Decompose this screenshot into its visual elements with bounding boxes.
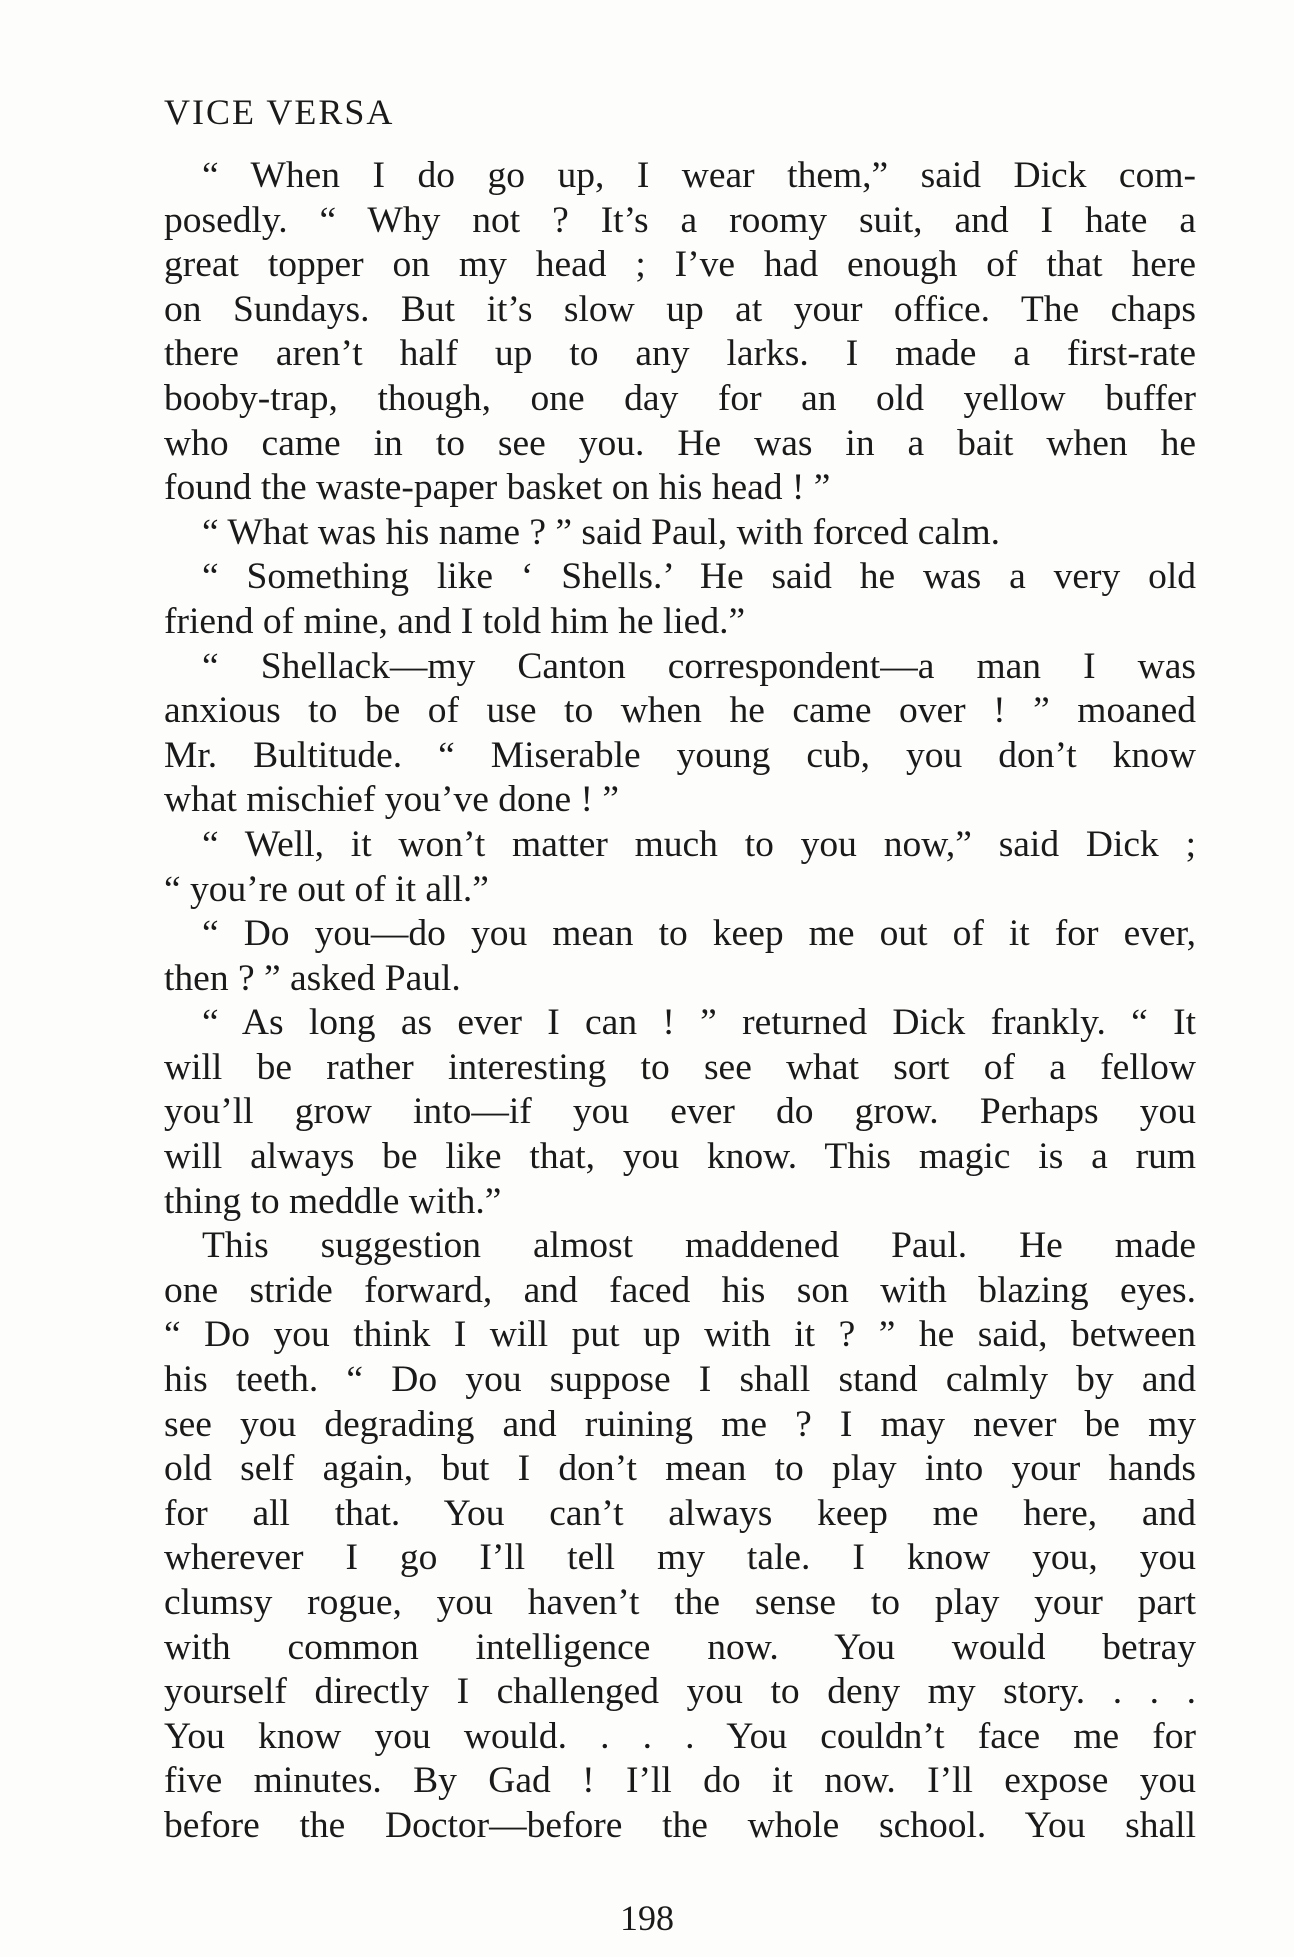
text-line: thing to meddle with.” (164, 1180, 502, 1222)
text-line: see you degrading and ruining me ? I may never be my (164, 1403, 1196, 1445)
text-line: anxious to be of use to when he came over ! ” moaned (164, 690, 1196, 732)
text-line: booby-trap, though, one day for an old yellow buffer (164, 377, 1196, 419)
text-line: his teeth. “ Do you suppose I shall stand calmly by and (164, 1359, 1196, 1401)
text-line: five minutes. By Gad ! I’ll do it now. I’ll expose you (164, 1760, 1196, 1802)
text-line: you’ll grow into—if you ever do grow. Perhaps you (164, 1091, 1196, 1133)
text-line: will be rather interesting to see what sort of a fellow (164, 1046, 1196, 1088)
text-line: “ Do you think I will put up with it ? ” he said, between (164, 1314, 1196, 1356)
text-line: great topper on my head ; I’ve had enough of that here (164, 244, 1196, 286)
text-line: posedly. “ Why not ? It’s a roomy suit, and I hate a (164, 199, 1196, 241)
text-line: “ Well, it won’t matter much to you now,” said Dick ; (202, 823, 1196, 865)
text-line: “ you’re out of it all.” (164, 868, 489, 910)
text-line: “ Something like ‘ Shells.’ He said he was a very old (202, 556, 1196, 598)
text-line: one stride forward, and faced his son with blazing eyes. (164, 1269, 1196, 1311)
text-line: “ Do you—do you mean to keep me out of it for ever, (202, 913, 1196, 955)
text-line: friend of mine, and I told him he lied.” (164, 600, 746, 642)
text-line: You know you would. . . . You couldn’t face me for (164, 1715, 1196, 1757)
text-line: what mischief you’ve done ! ” (164, 779, 620, 821)
text-line: before the Doctor—before the whole school. You shall (164, 1804, 1196, 1846)
text-line: will always be like that, you know. This magic is a rum (164, 1136, 1196, 1178)
text-line: clumsy rogue, you haven’t the sense to play your part (164, 1582, 1196, 1623)
text-line: with common intelligence now. You would betray (164, 1626, 1196, 1668)
text-line: found the waste-paper basket on his head ! ” (164, 467, 831, 509)
text-line: for all that. You can’t always keep me here, and (164, 1492, 1196, 1534)
text-line: then ? ” asked Paul. (164, 957, 461, 999)
text-line: “ Shellack—my Canton correspondent—a man I was (202, 645, 1196, 687)
text-line: Mr. Bultitude. “ Miserable young cub, you don’t know (164, 734, 1196, 776)
text-line: who came in to see you. He was in a bait when he (164, 422, 1196, 464)
text-line: “ What was his name ? ” said Paul, with forced calm. (202, 511, 1001, 553)
text-line: there aren’t half up to any larks. I made a first-rate (164, 333, 1196, 375)
text-line: This suggestion almost maddened Paul. He made (202, 1225, 1196, 1267)
text-line: yourself directly I challenged you to deny my story. . . . (164, 1671, 1196, 1713)
running-head: VICE VERSA (164, 92, 395, 132)
page-number: 198 (620, 1898, 674, 1938)
body-text (164, 154, 1196, 1849)
text-line: old self again, but I don’t mean to play into your hands (164, 1448, 1196, 1490)
text-line: on Sundays. But it’s slow up at your office. The chaps (164, 288, 1196, 330)
text-line: “ As long as ever I can ! ” returned Dick frankly. “ It (202, 1002, 1196, 1044)
text-line: “ When I do go up, I wear them,” said Dick com- (202, 155, 1196, 196)
text-line: wherever I go I’ll tell my tale. I know you, you (164, 1537, 1196, 1579)
